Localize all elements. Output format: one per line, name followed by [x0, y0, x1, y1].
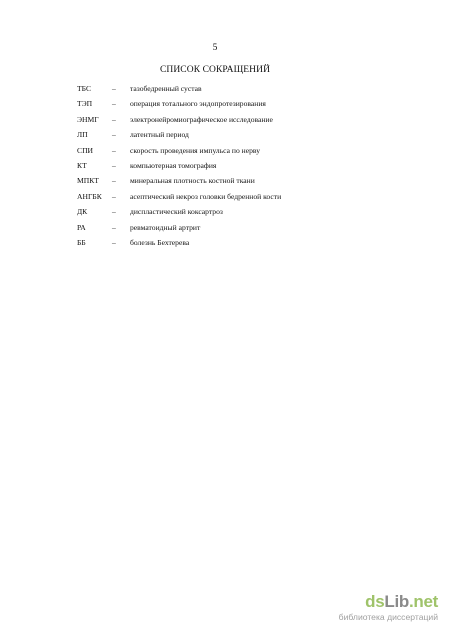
abbreviation-code: СПИ: [77, 145, 94, 155]
abbreviation-definition: болезнь Бехтерева: [130, 237, 190, 247]
abbreviation-definition: тазобедренный сустав: [130, 84, 202, 93]
abbreviation-code: ЛП: [77, 130, 88, 140]
watermark-logo: [365, 593, 438, 610]
page-title: СПИСОК СОКРАЩЕНИЙ: [159, 65, 271, 75]
abbreviation-definition: компьютерная томография: [130, 160, 217, 170]
abbreviation-definition: скорость проведения импульса по нерву: [130, 145, 261, 155]
dash: –: [112, 145, 116, 155]
abbreviation-definition: асептический некроз головки бедренной кости: [130, 191, 282, 201]
watermark-logo-net: .net: [408, 592, 438, 611]
abbreviation-code: РА: [77, 222, 86, 232]
list-item: [77, 207, 377, 222]
abbreviation-code: ТЭП: [77, 99, 93, 109]
dash: –: [112, 130, 116, 140]
watermark-subtitle: библиотека диссертаций: [338, 612, 438, 622]
abbreviation-code: ББ: [77, 237, 86, 247]
dash: –: [112, 114, 116, 124]
list-item: [77, 146, 377, 161]
dash: –: [112, 237, 116, 247]
watermark-logo-ds: ds: [365, 592, 385, 611]
dash: –: [112, 222, 116, 232]
list-item: [77, 99, 377, 114]
abbreviation-definition: ревматоидный артрит: [130, 222, 201, 232]
dash: –: [112, 84, 116, 93]
list-item: [77, 130, 377, 145]
list-item: [77, 238, 377, 253]
abbreviation-list: [77, 84, 377, 253]
abbreviation-code: ТБС: [77, 84, 92, 93]
list-item: [77, 192, 377, 207]
abbreviation-code: ЭНМГ: [77, 114, 99, 124]
abbreviation-definition: операция тотального эндопротезирования: [130, 99, 266, 109]
abbreviation-code: ДК: [77, 207, 88, 217]
abbreviation-code: МПКТ: [77, 176, 99, 186]
dash: –: [112, 191, 116, 201]
abbreviation-code: АНГБК: [77, 191, 102, 201]
dash: –: [112, 207, 116, 217]
watermark-logo-lib: Lib: [384, 592, 409, 611]
dash: –: [112, 99, 116, 109]
list-item: [77, 223, 377, 238]
abbreviation-code: КТ: [77, 160, 87, 170]
list-item: [77, 176, 377, 191]
list-item: [77, 161, 377, 176]
dash: –: [112, 160, 116, 170]
list-item: [77, 84, 377, 99]
list-item: [77, 115, 377, 130]
abbreviation-definition: электронейромиографическое исследование: [130, 114, 273, 124]
abbreviation-definition: латентный период: [130, 130, 189, 140]
watermark: [338, 593, 438, 623]
abbreviation-definition: минеральная плотность костной ткани: [130, 176, 255, 186]
dash: –: [112, 176, 116, 186]
abbreviation-definition: диспластический коксартроз: [130, 207, 223, 217]
page-number: 5: [212, 43, 218, 53]
